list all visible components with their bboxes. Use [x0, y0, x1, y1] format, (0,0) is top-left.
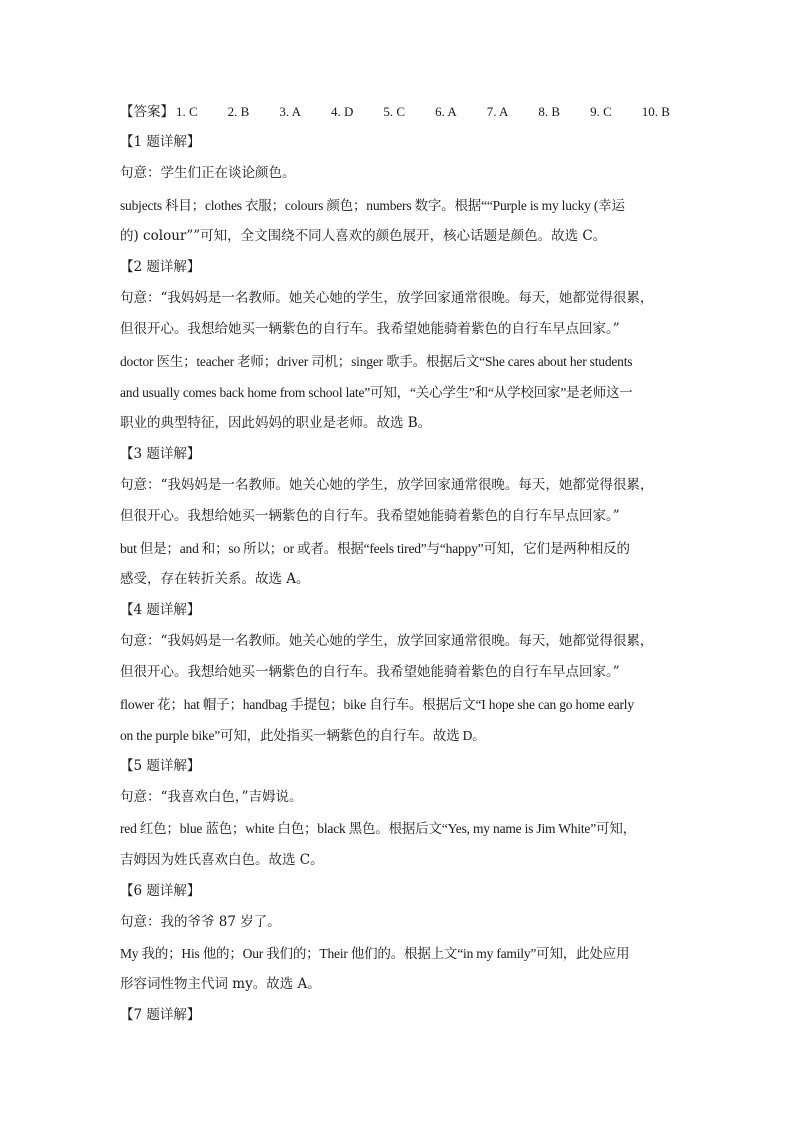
answer-item: 6. A [435, 104, 457, 119]
explanation-line: and usually comes back home from school late”可知，“关心学生”和“从学校回家”是老师这一 [120, 384, 633, 400]
translation-line: 句意：“我妈妈是一名教师。她关心她的学生，放学回家通常很晚。每天，她都觉得很累， [120, 290, 654, 307]
explanation-line: 的) colour””可知，全文围绕不同人喜欢的颜色展开，核心话题是颜色。故选 C。 [120, 227, 607, 244]
document-page [120, 96, 680, 1032]
section-heading: 【4 题详解】 [120, 602, 201, 618]
explanation-line: My 我的；His 他的；Our 我们的；Their 他们的。根据上文“in my family”可知，此处应用 [120, 946, 630, 962]
explanation-line: doctor 医生；teacher 老师；driver 司机；singer 歌手。根据后文“She cares about her students [120, 353, 633, 369]
explanation-line: 职业的典型特征，因此妈妈的职业是老师。故选 B。 [120, 414, 432, 431]
section-heading: 【3 题详解】 [120, 446, 201, 463]
translation-line: 但很开心。我想给她买一辆紫色的自行车。我希望她能骑着紫色的自行车早点回家。” [120, 321, 620, 338]
section-heading: 【1 题详解】 [120, 134, 201, 151]
answer-item: 4. D [331, 104, 354, 119]
section-heading: 【7 题详解】 [120, 1007, 201, 1024]
answer-item: 9. C [590, 104, 612, 119]
explanation-line: 吉姆因为姓氏喜欢白色。故选 C。 [120, 851, 324, 868]
answer-item: 8. B [538, 104, 561, 119]
explanation-line: on the purple bike”可知，此处指买一辆紫色的自行车。故选 D。 [120, 727, 486, 743]
answer-item: 2. B [227, 104, 250, 119]
explanation-line: 形容词性物主代词 my。故选 A。 [120, 976, 321, 993]
translation-line: 但很开心。我想给她买一辆紫色的自行车。我希望她能骑着紫色的自行车早点回家。” [120, 664, 620, 681]
explanation-line: but 但是；and 和；so 所以；or 或者。根据“feels tired”与“happy”可知，它们是两种相反的 [120, 540, 630, 556]
explanation-line: red 红色；blue 蓝色；white 白色；black 黑色。根据后文“Yes, my name is Jim White”可知， [120, 821, 636, 837]
explanation-line: subjects 科目；clothes 衣服；colours 颜色；numbers 数字。根据““Purple is my lucky (幸运 [120, 197, 625, 213]
translation-line: 句意：我的爷爷 87 岁了。 [120, 913, 281, 930]
answer-item: 5. C [383, 104, 406, 119]
answer-item: 10. B [641, 104, 670, 119]
translation-line: 但很开心。我想给她买一辆紫色的自行车。我希望她能骑着紫色的自行车早点回家。” [120, 508, 620, 525]
translation-line: 句意：“我妈妈是一名教师。她关心她的学生，放学回家通常很晚。每天，她都觉得很累， [120, 477, 654, 494]
answer-key [120, 96, 680, 127]
answer-item: 7. A [486, 104, 509, 119]
answer-item: 1. C [176, 104, 198, 119]
explanation-line: flower 花；hat 帽子；handbag 手提包；bike 自行车。根据后文“I hope she can go home early [120, 696, 634, 712]
translation-line: 句意：“我妈妈是一名教师。她关心她的学生，放学回家通常很晚。每天，她都觉得很累， [120, 633, 654, 650]
section-heading: 【5 题详解】 [120, 757, 201, 774]
answer-item: 3. A [279, 104, 302, 119]
translation-line: 句意：“我喜欢白色，”吉姆说。 [120, 789, 303, 806]
translation-line: 句意：学生们正在谈论颜色。 [120, 165, 296, 182]
section-heading: 【2 题详解】 [120, 258, 201, 275]
explanation-line: 感受，存在转折关系。故选 A。 [120, 570, 310, 587]
answer-label: 【答案】 [120, 104, 174, 120]
section-heading: 【6 题详解】 [120, 882, 201, 899]
